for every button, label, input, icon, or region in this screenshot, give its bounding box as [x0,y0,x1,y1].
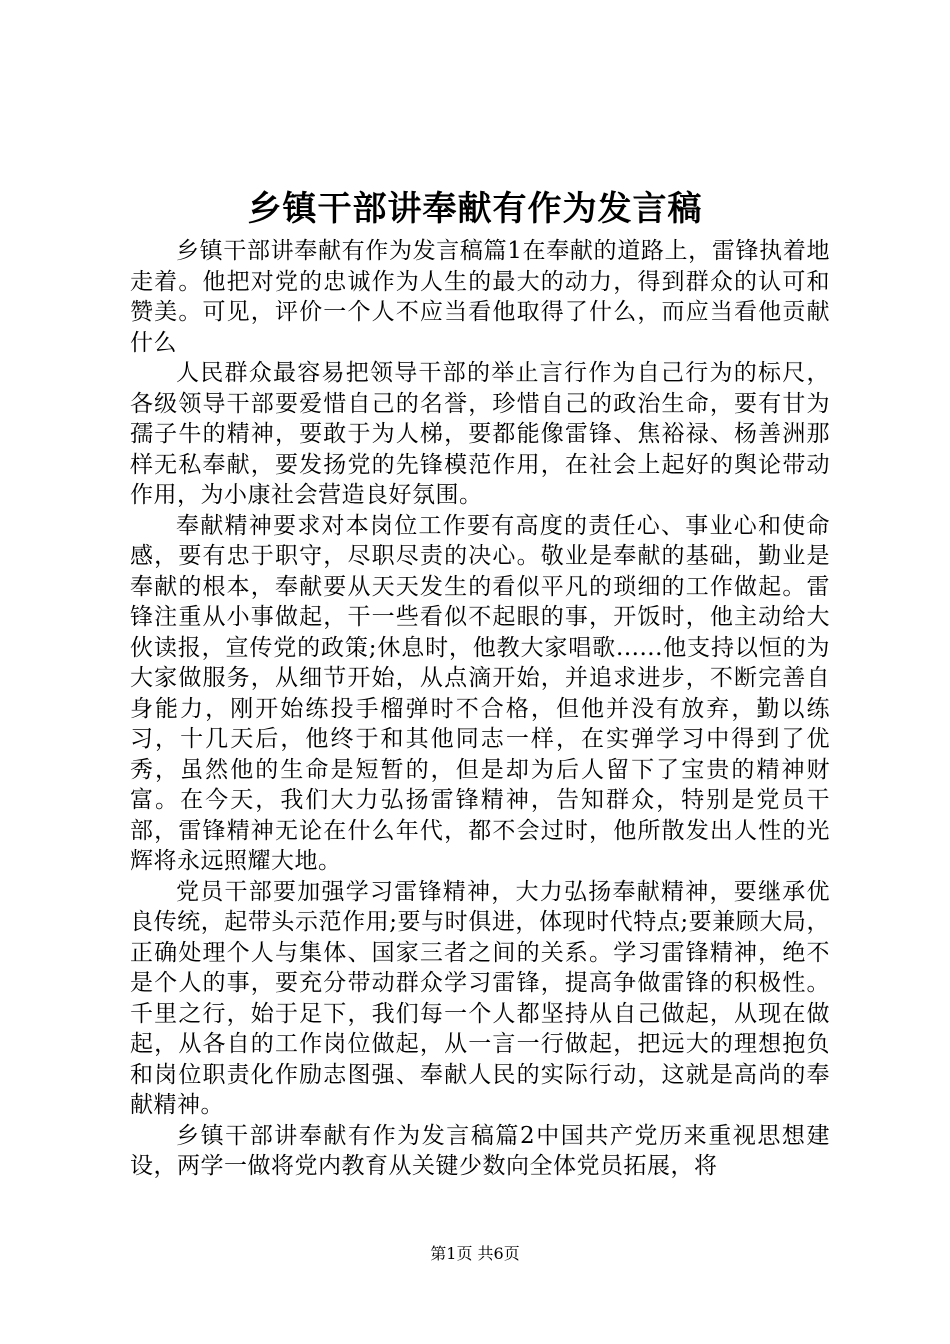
page-footer: 第1页 共6页 [430,1244,520,1263]
paragraph-2: 人民群众最容易把领导干部的举止言行作为自己行为的标尺，各级领导干部要爱惜自己的名誉，珍惜自己的政治生命，要有甘为孺子牛的精神，要敢于为人梯，要都能像雷锋、焦裕禄、杨善洲那样无私奉献，要发扬党的先锋模范作用，在社会上起好的舆论带动作用，为小康社会营造良好氛围。 [130,360,830,508]
paragraph-1: 乡镇干部讲奉献有作为发言稿篇1在奉献的道路上，雷锋执着地走着。他把对党的忠诚作为人生的最大的动力，得到群众的认可和赞美。可见，评价一个人不应当看他取得了什么，而应当看他贡献什么 [130,238,830,356]
document-title: 乡镇干部讲奉献有作为发言稿 [247,189,703,229]
document-body [130,236,830,1182]
paragraph-4: 党员干部要加强学习雷锋精神，大力弘扬奉献精神，要继承优良传统，起带头示范作用;要与时俱进，体现时代特点;要兼顾大局，正确处理个人与集体、国家三者之间的关系。学习雷锋精神，绝不是个人的事，要充分带动群众学习雷锋，提高争做雷锋的积极性。千里之行，始于足下，我们每一个人都坚持从自己做起，从现在做起，从各自的工作岗位做起，从一言一行做起，把远大的理想抱负和岗位职责化作励志图强、奉献人民的实际行动，这就是高尚的奉献精神。 [130,878,830,1118]
paragraph-5: 乡镇干部讲奉献有作为发言稿篇2中国共产党历来重视思想建设，两学一做将党内教育从关键少数向全体党员拓展，将 [130,1122,830,1179]
paragraph-3: 奉献精神要求对本岗位工作要有高度的责任心、事业心和使命感，要有忠于职守，尽职尽责的决心。敬业是奉献的基础，勤业是奉献的根本，奉献要从天天发生的看似平凡的琐细的工作做起。雷锋注重从小事做起，干一些看似不起眼的事，开饭时，他主动给大伙读报，宣传党的政策;休息时，他教大家唱歌......他支持以恒的为大家做服务，从细节开始，从点滴开始，并追求进步，不断完善自身能力，刚开始练投手榴弹时不合格，但他并没有放弃，勤以练习，十几天后，他终于和其他同志一样，在实弹学习中得到了优秀，虽然他的生命是短暂的，但是却为后人留下了宝贵的精神财富。在今天，我们大力弘扬雷锋精神，告知群众，特别是党员干部，雷锋精神无论在什么年代，都不会过时，他所散发出人性的光辉将永远照耀大地。 [130,512,830,874]
